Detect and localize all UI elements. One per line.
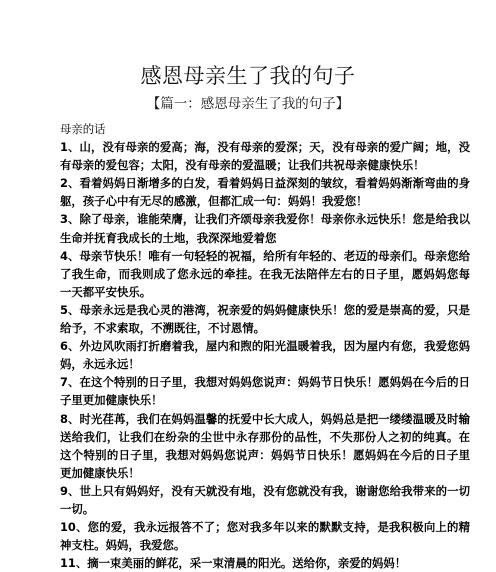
paragraph: 4、母亲节快乐！唯有一句轻轻的祝福，给所有年轻的、老迈的母亲们。母亲您给了我生命，而我则成了您永远的牵挂。在我无法陪伴左右的日子里，愿妈妈您每一天都平安快乐。 (60, 248, 470, 299)
paragraph: 10、您的爱，我永远报答不了；您对我多年以来的默默支持，是我积极向上的精神支柱。妈妈，我爱您。 (60, 520, 470, 553)
paragraph: 11、摘一束美丽的鲜花，采一束清晨的阳光。送给你，亲爱的妈妈！ (60, 556, 407, 571)
document-body (60, 120, 470, 572)
paragraph: 6、外边风吹雨打折磨着我，屋内和煦的阳光温暖着我，因为屋内有您，我爱您妈妈，永远永远！ (60, 339, 470, 372)
paragraph: 8、时光荏苒，我们在妈妈温馨的抚爱中长大成人，妈妈总是把一缕缕温暖及时输送给我们，让我们在纷杂的尘世中永存那份的品性，不失那份人之初的纯真。在这个特别的日子里，我想对妈妈您说声：妈妈节日快乐！愿妈妈在今后的日子里更加健康快乐！ (60, 411, 470, 480)
paragraph: 5、母亲永远是我心灵的港湾，祝亲爱的妈妈健康快乐！您的爱是崇高的爱，只是给予，不求索取，不溯既往，不讨恩情。 (60, 302, 470, 336)
document-title: 感恩母亲生了我的句子 (140, 64, 356, 88)
section-subtitle: 【篇一：感恩母亲生了我的句子】 (146, 96, 350, 112)
paragraph: 2、看着妈妈日渐增多的白发，看着妈妈日益深刻的皱纹，看着妈妈渐渐弯曲的身躯，孩子心中有无尽的感激，但都汇成一句：妈妈！我爱您！ (60, 176, 470, 209)
section-heading: 母亲的话 (60, 122, 106, 136)
paragraph: 3、除了母亲，谁能荣膺，让我们齐颂母亲我爱你！母亲你永远快乐！您是给我以生命并抚育我成长的土地，我深深地爱着您 (60, 212, 470, 245)
paragraph: 1、山，没有母亲的爱高；海，没有母亲的爱深；天，没有母亲的爱广阔；地，没有母亲的爱包容；太阳，没有母亲的爱温暖；让我们共祝母亲健康快乐！ (60, 140, 470, 173)
paragraph: 9、世上只有妈妈好，没有天就没有地，没有您就没有我，谢谢您给我带来的一切一切。 (60, 483, 470, 516)
paragraph: 7、在这个特别的日子里，我想对妈妈您说声：妈妈节日快乐！愿妈妈在今后的日子里更加健康快乐！ (60, 375, 470, 408)
